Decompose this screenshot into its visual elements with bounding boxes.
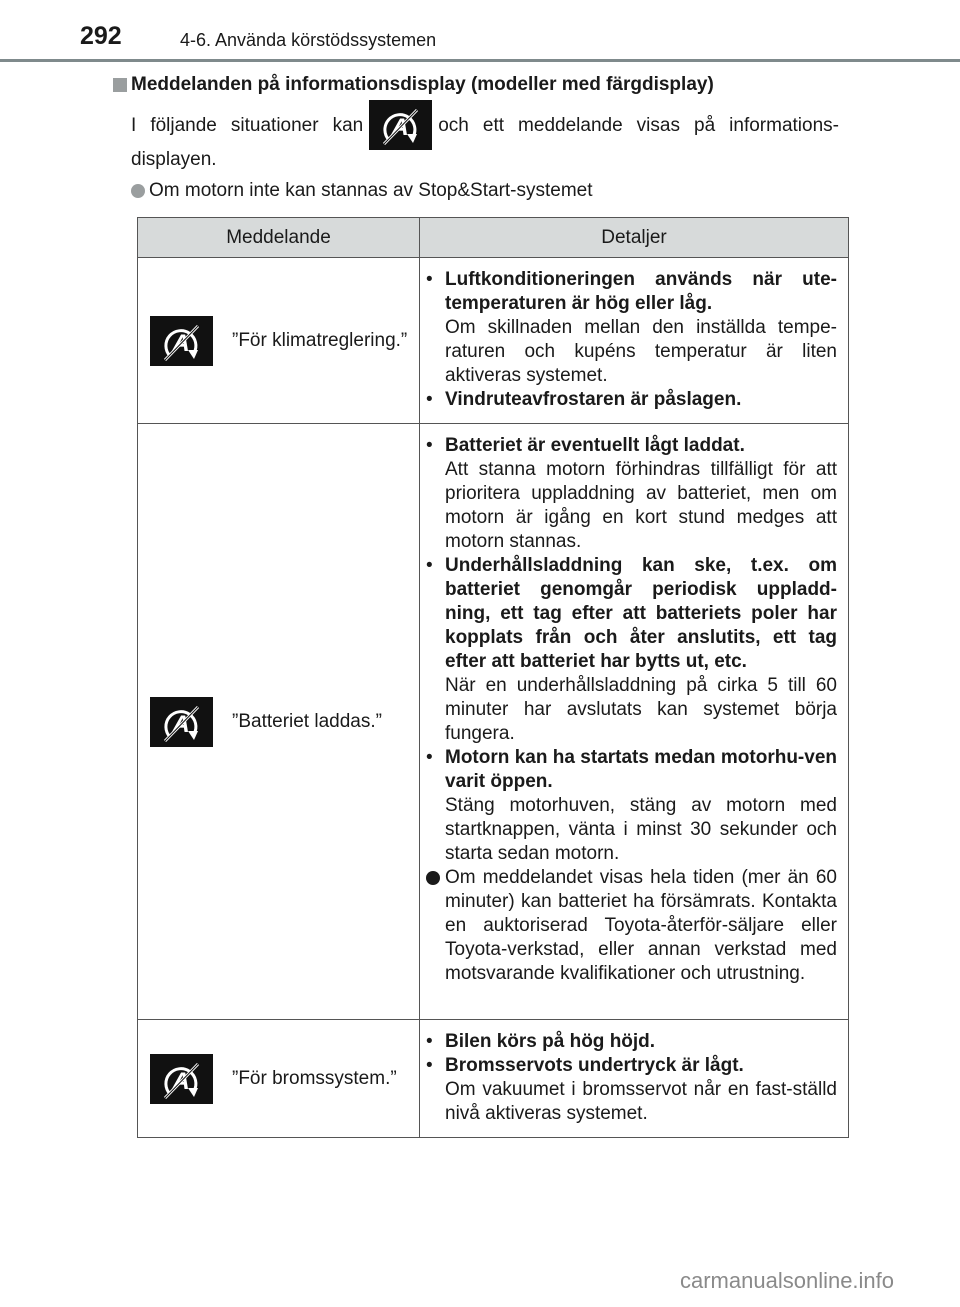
detail-title: Vindruteavfrostaren är påslagen. [445, 389, 742, 410]
message-text: ”Batteriet laddas.” [232, 710, 382, 732]
table-row [138, 258, 849, 424]
stop-start-off-icon [150, 316, 213, 366]
detail-title: Batteriet är eventuellt lågt laddat. [445, 435, 745, 456]
bullet-icon: • [426, 1031, 433, 1052]
detail-item [426, 866, 837, 986]
detail-text: Stäng motorhuven, stäng av motorn med startknappen, vänta i minst 30 sekunder och starta sedan motorn. [445, 795, 837, 864]
stop-start-off-icon [150, 697, 213, 747]
header-rule [0, 59, 960, 62]
detail-text: Om skillnaden mellan den inställda tempe-raturen och kupéns temperatur är liten aktiveras systemet. [445, 317, 837, 386]
detail-text: Om meddelandet visas hela tiden (mer än 60 minuter) kan batteriet ha försämrats. Kontakta en auktoriserad Toyota-återför-säljare eller Toyota-verkstad, eller annan verkstad med motsvarande kvalifikationer och utrustning. [445, 867, 837, 984]
message-cell [138, 1020, 420, 1138]
bullet-icon: • [426, 269, 433, 290]
column-header-details: Detaljer [420, 218, 849, 258]
detail-text: När en underhållsladdning på cirka 5 till 60 minuter har avslutats kan systemet börja fungera. [445, 675, 837, 744]
detail-item [426, 434, 837, 554]
page-content [113, 73, 853, 1138]
detail-title: Underhållsladdning kan ske, t.ex. om batteriet genomgår periodisk uppladd-ning, ett tag efter att batteriets poler har kopplats från och åter anslutits, ett tag efter att batteriet har bytts ut, etc. [445, 555, 837, 672]
intro-paragraph [131, 109, 839, 177]
column-header-message: Meddelande [138, 218, 420, 258]
intro-after: och ett meddelande visas på informations-displayen. [131, 115, 839, 170]
detail-item [426, 1030, 837, 1054]
details-cell [420, 258, 849, 424]
detail-title: Luftkonditioneringen används när ute-temperaturen är hög eller låg. [445, 269, 837, 314]
intro-before: I följande situationer kan [131, 115, 364, 136]
stop-start-off-icon [150, 1054, 213, 1104]
square-bullet-icon [113, 78, 127, 92]
page-number: 292 [80, 22, 122, 50]
detail-item [426, 268, 837, 388]
condition-text: Om motorn inte kan stannas av Stop&Start-systemet [149, 180, 593, 201]
bullet-icon: • [426, 435, 433, 456]
detail-item [426, 388, 837, 412]
section-title: Meddelanden på informationsdisplay (modeller med färgdisplay) [131, 74, 714, 95]
circle-bullet-icon [131, 184, 145, 198]
message-cell [138, 424, 420, 1020]
message-cell [138, 258, 420, 424]
detail-title: Motorn kan ha startats medan motorhu-ven varit öppen. [445, 747, 837, 792]
detail-item [426, 554, 837, 746]
circle-bullet-icon [426, 871, 440, 885]
detail-item [426, 746, 837, 866]
detail-title: Bromsservots undertryck är lågt. [445, 1055, 744, 1076]
details-cell [420, 424, 849, 1020]
section-heading [113, 73, 853, 97]
table-header-row [138, 218, 849, 258]
bullet-icon: • [426, 555, 433, 576]
bullet-icon: • [426, 389, 433, 410]
bullet-icon: • [426, 1055, 433, 1076]
table-row [138, 1020, 849, 1138]
detail-title: Bilen körs på hög höjd. [445, 1031, 656, 1052]
table-row [138, 424, 849, 1020]
detail-item [426, 1054, 837, 1126]
watermark: carmanualsonline.info [680, 1268, 895, 1293]
detail-text: Om vakuumet i bromsservot når en fast-ställd nivå aktiveras systemet. [445, 1079, 837, 1124]
stop-start-off-icon [369, 100, 432, 150]
detail-text: Att stanna motorn förhindras tillfälligt för att prioritera uppladdning av batteriet, men om motorn är igång en kort stund medges att motorn stannas. [445, 459, 837, 552]
condition-bullet [131, 179, 853, 203]
bullet-icon: • [426, 747, 433, 768]
details-cell [420, 1020, 849, 1138]
message-text: ”För bromssystem.” [232, 1067, 397, 1089]
message-table [137, 217, 849, 1138]
message-text: ”För klimatreglering.” [232, 329, 408, 351]
chapter-title: 4-6. Använda körstödssystemen [180, 30, 437, 50]
